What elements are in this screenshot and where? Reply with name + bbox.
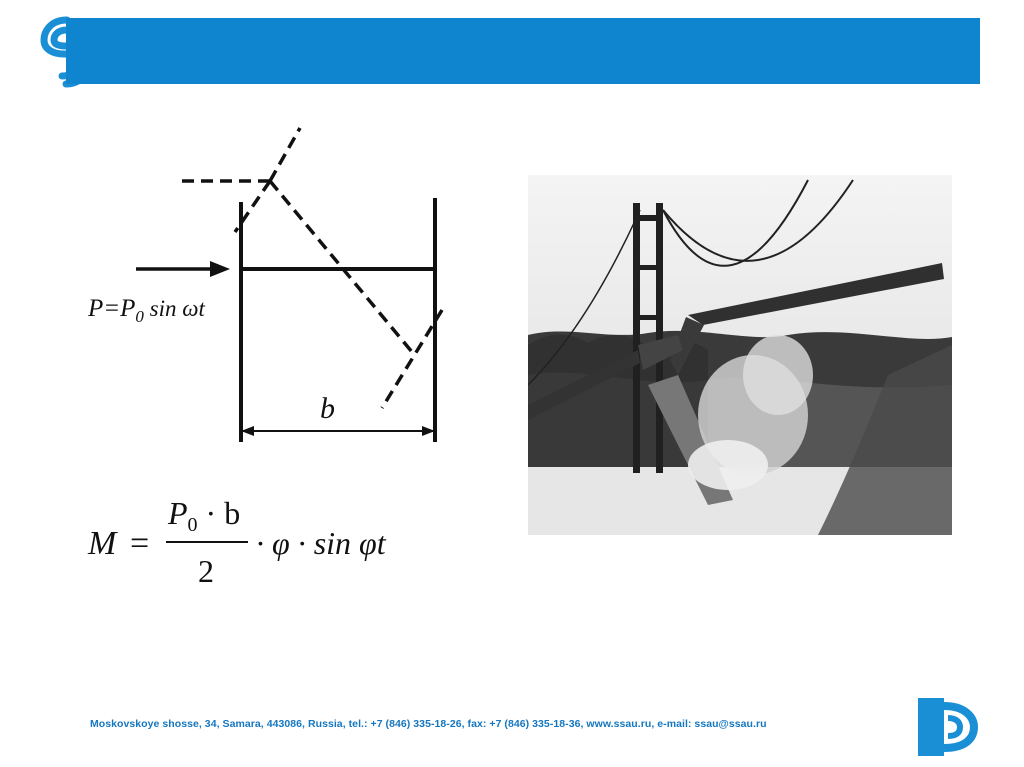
- torsion-diagram: [80, 120, 460, 450]
- bridge-collapse-photo: [528, 175, 952, 535]
- force-label: $P=P_0$ sin ωt: [88, 295, 205, 326]
- footer-address: Moskovskoye shosse, 34, Samara, 443086, Russia, tel.: +7 (846) 335-18-26, fax: +7 (846) 335-18-36, www.ssau.ru, e-mail: ssau@ssau.ru: [90, 718, 767, 730]
- formula-denominator: 2: [198, 553, 214, 589]
- formula-rhs: · φ · sin φt: [256, 525, 386, 561]
- header-bar: [66, 18, 980, 84]
- formula-equals: =: [130, 525, 150, 562]
- moment-formula: [86, 488, 446, 598]
- formula-lhs: M: [88, 525, 117, 562]
- footer-logo-icon: [918, 698, 978, 756]
- formula-numerator: $P_0 \cdot b$: [168, 495, 241, 536]
- dimension-label: b: [320, 392, 335, 425]
